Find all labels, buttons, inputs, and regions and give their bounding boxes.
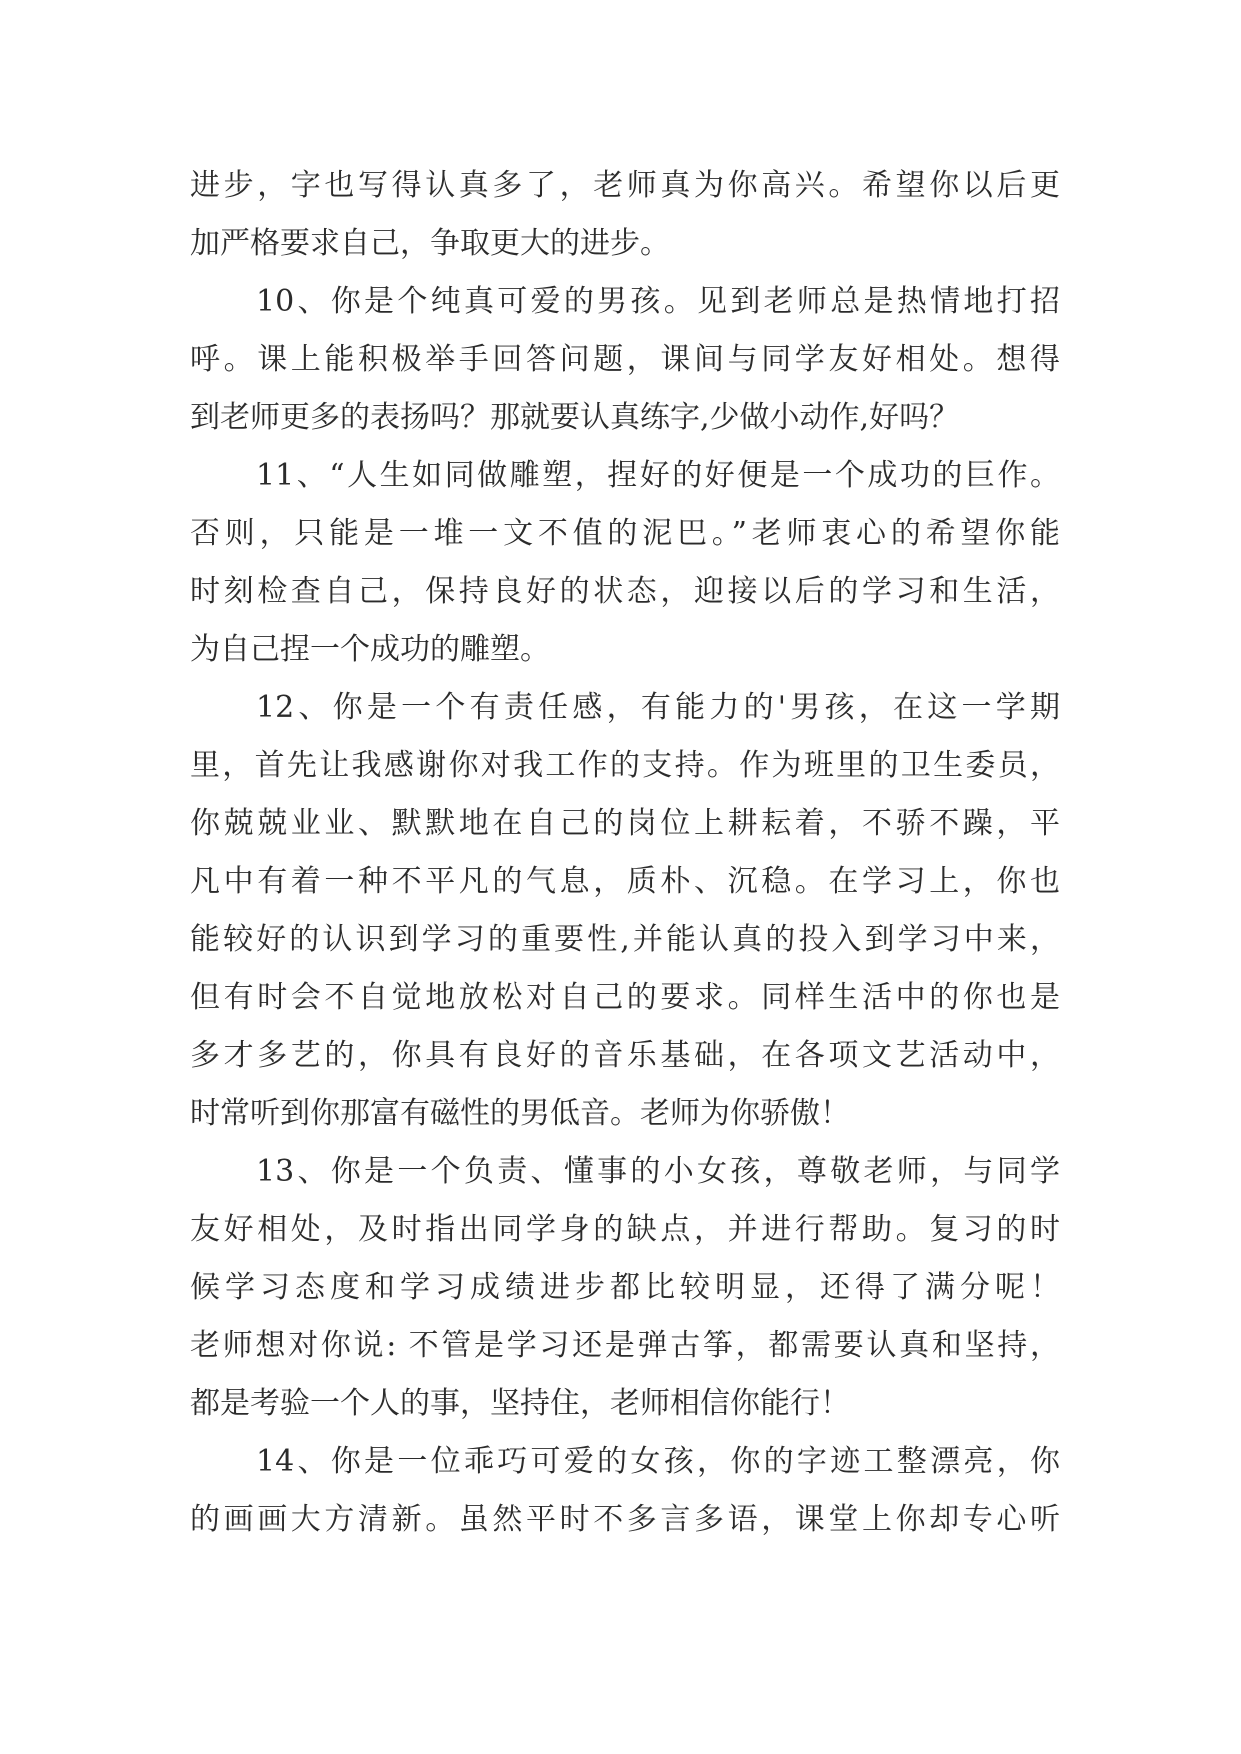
text-line: 友好相处，及时指出同学身的缺点，并进行帮助。复习的时 [190, 1212, 1060, 1247]
text-line: 凡中有着一种不平凡的气息，质朴、沉稳。在学习上，你也 [190, 864, 1060, 899]
text-line: 都是考验一个人的事，坚持住，老师相信你能行！ [190, 1386, 850, 1421]
text-line: 能较好的认识到学习的重要性,并能认真的投入到学习中来， [190, 922, 1060, 957]
text-line: 老师想对你说: 不管是学习还是弹古筝，都需要认真和坚持， [190, 1328, 1060, 1363]
text-line: 12、你是一个有责任感，有能力的'男孩，在这一学期 [256, 690, 1060, 725]
text-line: 13、你是一个负责、懂事的小女孩，尊敬老师，与同学 [256, 1154, 1060, 1189]
text-line: 时刻检查自己，保持良好的状态，迎接以后的学习和生活， [190, 574, 1060, 609]
text-line: 到老师更多的表扬吗？那就要认真练字,少做小动作,好吗？ [190, 400, 960, 435]
text-line: 你兢兢业业、默默地在自己的岗位上耕耘着，不骄不躁，平 [190, 806, 1060, 841]
text-line: 10、你是个纯真可爱的男孩。见到老师总是热情地打招 [256, 284, 1060, 319]
text-line: 里，首先让我感谢你对我工作的支持。作为班里的卫生委员， [190, 748, 1060, 783]
text-line: 时常听到你那富有磁性的男低音。老师为你骄傲！ [190, 1096, 850, 1131]
document-body [190, 157, 1060, 1549]
text-line: 否则，只能是一堆一文不值的泥巴。”老师衷心的希望你能 [190, 516, 1060, 551]
text-line: 候学习态度和学习成绩进步都比较明显，还得了满分呢！ [190, 1270, 1060, 1305]
text-line: 为自己捏一个成功的雕塑。 [190, 632, 550, 667]
text-line: 11、“人生如同做雕塑，捏好的好便是一个成功的巨作。 [256, 458, 1060, 493]
text-line: 的画画大方清新。虽然平时不多言多语，课堂上你却专心听 [190, 1502, 1060, 1537]
text-line: 多才多艺的，你具有良好的音乐基础，在各项文艺活动中， [190, 1038, 1060, 1073]
text-line: 呼。课上能积极举手回答问题，课间与同学友好相处。想得 [190, 342, 1060, 377]
text-line: 但有时会不自觉地放松对自己的要求。同样生活中的你也是 [190, 980, 1060, 1015]
text-line: 加严格要求自己，争取更大的进步。 [190, 226, 670, 261]
text-line: 进步，字也写得认真多了，老师真为你高兴。希望你以后更 [190, 168, 1060, 203]
text-line: 14、你是一位乖巧可爱的女孩，你的字迹工整漂亮，你 [256, 1444, 1060, 1479]
